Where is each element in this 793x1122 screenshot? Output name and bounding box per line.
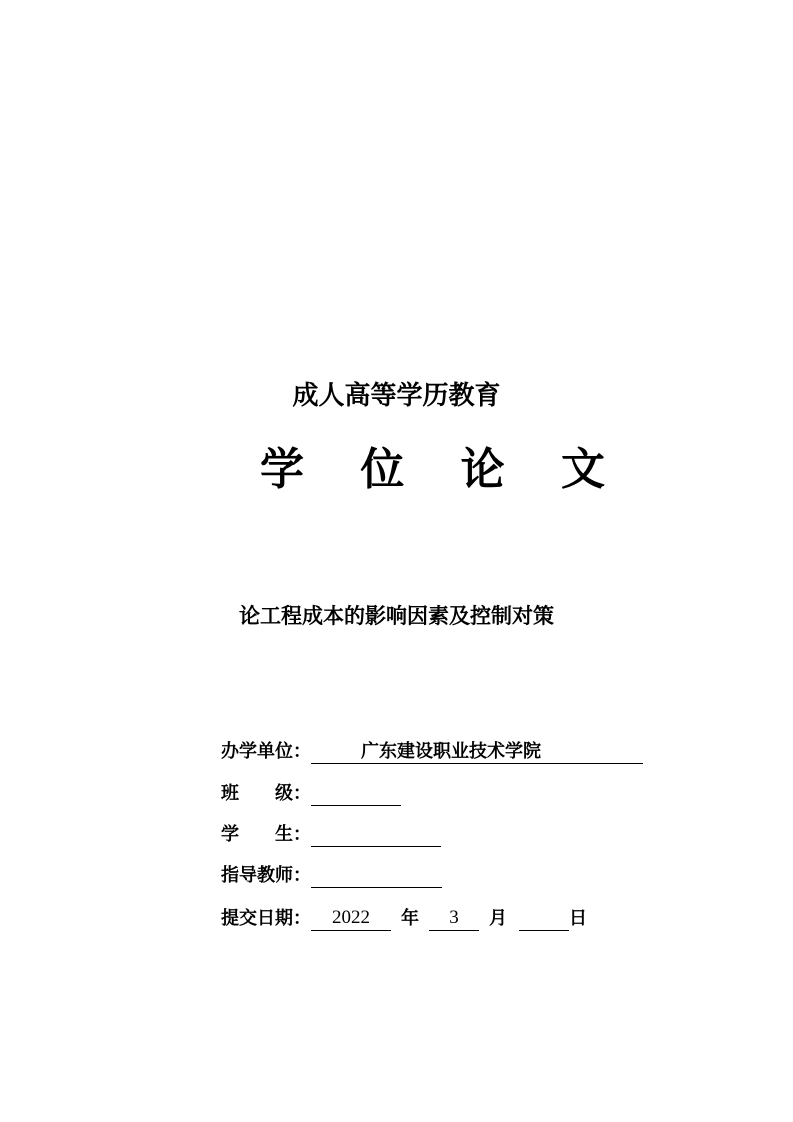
main-title-char-4: 文 — [560, 444, 605, 495]
education-type-heading: 成人高等学历教育 — [292, 381, 501, 411]
school-underline — [311, 740, 643, 764]
main-title-char-1: 学 — [260, 444, 304, 495]
class-underline — [311, 781, 401, 806]
main-title-char-2: 位 — [360, 444, 405, 495]
month-underline — [429, 906, 479, 931]
month-value: 3 — [449, 907, 459, 928]
main-title-char-3: 论 — [460, 444, 505, 495]
thesis-title: 论工程成本的影响因素及控制对策 — [239, 604, 554, 628]
year-unit: 年 — [401, 908, 419, 929]
day-unit: 日 — [569, 908, 587, 929]
advisor-label: 指导教师： — [221, 865, 311, 886]
year-value: 2022 — [332, 907, 370, 928]
student-underline — [311, 822, 441, 847]
month-unit: 月 — [489, 908, 507, 929]
year-underline — [311, 906, 391, 931]
day-underline — [519, 906, 569, 931]
school-value: 广东建设职业技术学院 — [361, 741, 541, 762]
main-title — [260, 440, 605, 500]
school-field — [221, 736, 643, 764]
date-label: 提交日期： — [221, 908, 311, 929]
student-field — [221, 819, 441, 847]
school-label: 办学单位： — [221, 741, 311, 762]
advisor-field — [221, 860, 442, 888]
advisor-underline — [311, 863, 442, 888]
class-label: 班 级： — [221, 783, 311, 804]
class-field — [221, 778, 401, 806]
student-label: 学 生： — [221, 824, 311, 845]
date-field — [221, 903, 587, 931]
